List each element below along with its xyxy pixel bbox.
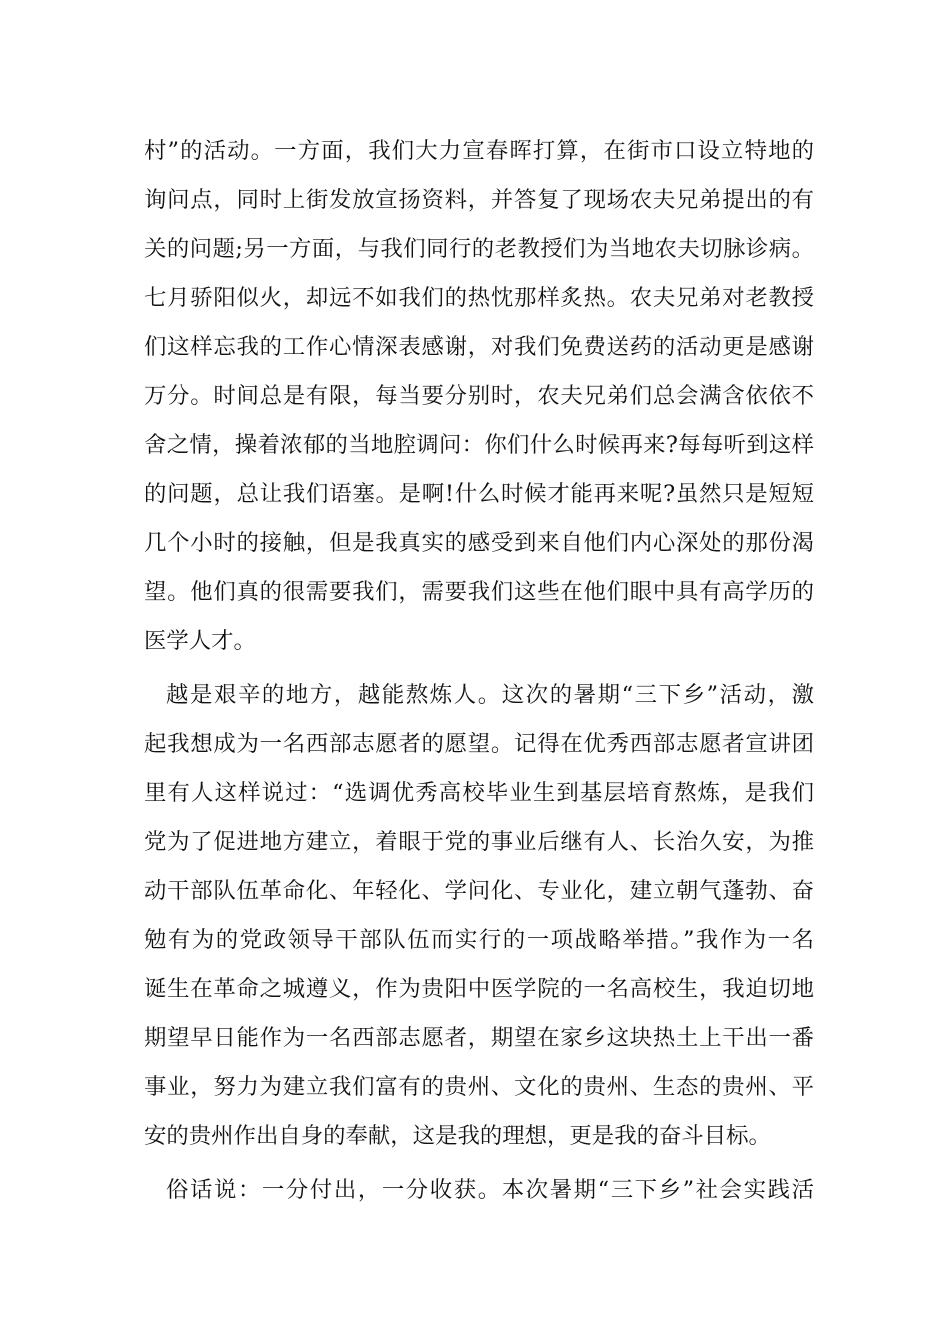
paragraph-first-line: 越是艰辛的地方，越能熬炼人。这次的暑期“三下乡”活动，激: [166, 682, 814, 708]
text-line: 里有人这样说过：“选调优秀高校毕业生到基层培育熬炼，是我们: [144, 780, 814, 806]
text-line: 舍之情，操着浓郁的当地腔调问：你们什么时候再来?每每听到这样: [144, 432, 814, 458]
text-line: 安的贵州作出自身的奉献，这是我的理想，更是我的奋斗目标。: [144, 1123, 771, 1149]
text-line: 询问点，同时上街发放宣扬资料，并答复了现场农夫兄弟提出的有: [144, 187, 814, 213]
text-line: 几个小时的接触，但是我真实的感受到来自他们内心深处的那份渴: [144, 530, 814, 556]
paragraph-first-line: 俗话说：一分付出，一分收获。本次暑期“三下乡”社会实践活: [166, 1177, 814, 1203]
text-line: 村”的活动。一方面，我们大力宣春晖打算，在街市口设立特地的: [144, 138, 814, 164]
text-line: 关的问题;另一方面，与我们同行的老教授们为当地农夫切脉诊病。: [144, 236, 814, 262]
text-line: 们这样忘我的工作心情深表感谢，对我们免费送药的活动更是感谢: [144, 334, 814, 360]
text-line: 万分。时间总是有限，每当要分别时，农夫兄弟们总会满含依依不: [144, 383, 814, 409]
text-line: 医学人才。: [144, 628, 256, 654]
text-line: 的问题，总让我们语塞。是啊!什么时候才能再来呢?虽然只是短短: [144, 481, 814, 507]
text-line: 事业，努力为建立我们富有的贵州、文化的贵州、生态的贵州、平: [144, 1074, 814, 1100]
text-line: 党为了促进地方建立，着眼于党的事业后继有人、长治久安，为推: [144, 829, 814, 855]
text-line: 动干部队伍革命化、年轻化、学问化、专业化，建立朝气蓬勃、奋: [144, 878, 814, 904]
text-line: 七月骄阳似火，却远不如我们的热忱那样炙热。农夫兄弟对老教授: [144, 285, 814, 311]
text-line: 起我想成为一名西部志愿者的愿望。记得在优秀西部志愿者宣讲团: [144, 731, 814, 757]
text-line: 期望早日能作为一名西部志愿者，期望在家乡这块热土上干出一番: [144, 1025, 814, 1051]
text-line: 诞生在革命之城遵义，作为贵阳中医学院的一名高校生，我迫切地: [144, 976, 814, 1002]
text-line: 望。他们真的很需要我们，需要我们这些在他们眼中具有高学历的: [144, 579, 814, 605]
text-line: 勉有为的党政领导干部队伍而实行的一项战略举措。”我作为一名: [144, 927, 814, 953]
